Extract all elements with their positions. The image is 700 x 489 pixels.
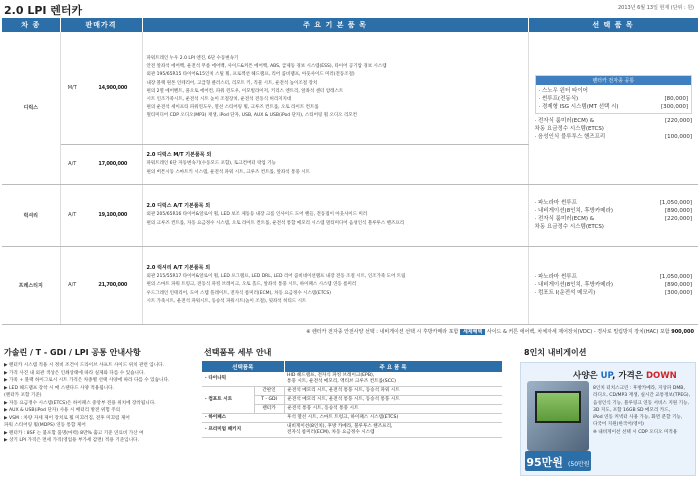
guide-list (4, 362, 194, 445)
option-price: [220,000] (664, 117, 692, 124)
navi-headline (573, 369, 677, 381)
option-label: 차동 요금정수 시스템(ETCS) (534, 224, 604, 230)
option-price: [100,000] (664, 133, 692, 140)
option-label: · 음성인식 블루투스 핸즈프리 (534, 133, 606, 140)
package-items (284, 372, 502, 387)
option-price: [220,000] (664, 216, 692, 222)
header-features: 주 요 기 본 품 목 (142, 18, 528, 32)
header-trim: 차 종 (2, 18, 60, 32)
navi-feature: 3D 지도, 포함 16GB SD 메모리 카드, (593, 407, 671, 413)
package-option: · 프리미엄 패키지 (202, 423, 284, 438)
features-list (142, 144, 528, 184)
options-list (528, 246, 698, 324)
option-label: · 파노라마 썬루프 (534, 274, 577, 280)
feature-line: 편의 2열 에어벤트, 풀오토 에어컨, 파워 윈도우, 이모빌라이저, 키리스 엔트리, 앞좌석 센터 암레스트 (146, 88, 344, 94)
price: 17,000,000 (84, 144, 142, 184)
features-list (142, 32, 528, 144)
option-label: · 내비게이션(8인치, 후방카메라) (534, 282, 614, 288)
features-heading: 2.0 디럭스 A/T 기본품목 외 (146, 203, 211, 210)
package-items (284, 414, 502, 423)
package-table (202, 361, 503, 438)
features-list (142, 246, 528, 324)
option-row (535, 215, 693, 223)
package-option: · 다이나믹 (202, 372, 284, 387)
guide-line: 파워 스티어링 휠(MDPS) 연동 통합 제어 (4, 423, 86, 428)
features-heading: 2.0 디럭스 M/T 기본품목 외 (146, 152, 212, 159)
option-label: 차동 요금정수 시스템(ETCS) (534, 125, 604, 132)
option-price: [890,000] (664, 282, 692, 288)
navi-title: 8인치 내비게이션 (524, 348, 587, 357)
navi-price-discount: (50만원↓) (554, 461, 590, 487)
package-header-option: 선택품목 (202, 361, 284, 372)
options-list (528, 32, 698, 184)
package-item-line: 전자식 룸미러(ECM), 차동 요금정수 시스템 (287, 430, 375, 435)
option-row (539, 87, 689, 95)
option-row (539, 103, 689, 111)
navi-headline-up: UP (600, 371, 613, 381)
trim-name: 럭셔리 (2, 184, 60, 246)
guide-line: ▶ 가격 사진 내 외관 색상은 인쇄상태에 따라 실제와 다를 수 있습니다. (4, 370, 145, 376)
transmission: A/T (60, 144, 84, 184)
option-row (535, 207, 693, 215)
package-items (284, 405, 502, 414)
feature-line: 편의 운전석 세이프티 파워윈도우, 열선 스티어링 휠, 크루즈 컨트롤, 오토 라이트 컨트롤 (146, 105, 319, 111)
option-row (539, 95, 689, 103)
option-label: · 경제형 ISG 시스템(MT 선택 시) (538, 103, 619, 110)
guide-line: ▶ 가죽 + 블랙 하이그로시 시트 가격은 차종별 선택 사양에 따라 다를 수 있습니다. (4, 378, 170, 383)
options-common-box (535, 75, 693, 114)
option-row (535, 289, 693, 297)
package-trim: 렌터카 (254, 405, 284, 414)
navi-feature: ※ 내비게이션 선택 시 CDP 오디오 미적용 (593, 429, 678, 435)
feature-line: 파워트레인 누우 2.0 LPI 엔진, 6단 수동변속기 (146, 55, 239, 61)
transmission: A/T (60, 184, 84, 246)
table-row (2, 32, 698, 144)
guide-line: ▶ 렌터카 : 8SF 는 불포함 품명(마력) 8만% 출고 기준 연료비 가산 여 (4, 430, 144, 436)
trim-name: 프레스티지 (2, 246, 60, 324)
feature-line: 멀티미디어 CDP 오디오(MP3) 재생, iPod 단자, USB, AUX & USB(iPod 단자), 스티어링 휠 오디오 리모컨 (146, 113, 357, 119)
guide-line: ▶ VSM : 차량 자세 제어 장치로 휠 미끄러짐, 전후 미끄럼 제어 (4, 415, 130, 421)
navi-headline-down: DOWN (645, 371, 677, 381)
navi-promo-box (520, 362, 696, 487)
header-price: 판매가격 (60, 18, 142, 32)
package-row (202, 423, 502, 438)
feature-line: 시트 인조가죽시트, 운전석 시트 높이 조절장치, 운전석 전동식 허리지지대 (146, 96, 292, 102)
option-label: · 내비게이션(8인치, 후방카메라) (534, 208, 614, 214)
feature-line: 우드그레인 인테리어, 도어 스텝 플레이트, 전자식 룸미러(ECM), 차동 요금정수 시스템(ETCS) (146, 290, 331, 296)
package-items (284, 396, 502, 405)
options-list (528, 184, 698, 246)
feature-line: 파워트레인 6단 자동변속기(수동모드 포함), 토크컨버터 락업 기능 (146, 161, 276, 167)
feature-line: 편의 크루즈 컨트롤, 자동 요금정수 시스템, 오토 라이트 컨트롤, 운전석 통합 메모리 시스템 멀티미디어 음성인식 블루투스 핸즈프리 (146, 220, 405, 226)
guide-line: ▶ LED 헤드램프 장착 시 매 스탠다드 사양 적용됩니다. (4, 385, 114, 391)
package-item-line: 후석 열선 시트, 스마트 트렁크, 하이패스 시스템(ETCS) (287, 415, 399, 420)
navi-feature: 음성인식 기능, 블루링크 연동 서비스 지원 기능, (593, 400, 689, 406)
option-row (535, 223, 693, 231)
package-item-line: HID 헤드램프, 전자식 파킹 브레이크(EPB), (287, 373, 375, 378)
package-item-line: 내비게이션(8인치), 후방 카메라, 블루투스 핸즈프리, (287, 424, 393, 429)
footnote-price: 900,000 (671, 329, 694, 335)
option-label: · 전자식 룸미러(ECM) & (534, 117, 595, 124)
option-price: [300,000] (664, 290, 692, 296)
guide-line: ▶ 자동 요금정수 시스템(ETCS)은 하이패스 중앙부 전용 위치에 장착됩니다. (4, 400, 156, 406)
guide-line: ▶ 렌터카 시스템 적용 시 정비 조건이 드라이브 샤프트 사이드 위치 관련 입니다. (4, 363, 165, 368)
option-label: · 썬루프(전동식) (538, 95, 579, 102)
navi-price: 95만원 (526, 456, 563, 469)
package-item-line: 운전석 메모리 시트, 운전석 통풍 시트, 동승석 파워 시트 (287, 388, 400, 393)
table-header-row (2, 18, 698, 32)
footnote-badge: 세제혜택 (460, 329, 485, 335)
navi-feature-list (593, 385, 693, 436)
option-row (535, 281, 693, 289)
option-price: [1,050,000] (659, 200, 692, 206)
option-price: [1,050,000] (659, 274, 692, 280)
guide-line: ▶ 상기 LPI 가격은 면세 가격(영업용 부가세 감면) 적용 기준입니다. (4, 438, 139, 443)
navi-feature: 8인치 터치스크린 : 후방카메라, 지상파 DMB, (593, 386, 685, 391)
package-trim: 간판인 (254, 387, 284, 396)
option-row (535, 133, 693, 141)
feature-line: 외관 215/55R17 타이어&알로이 휠, LED 포그램프, LED DRL, LED 리어 콤비네이션램프 내장 전동 조절 시트, 인조가죽 도어 트림 (146, 274, 406, 280)
navi-headline-text: , 가격은 (612, 371, 646, 381)
option-label: · 스노우 윈터 타이어 (538, 87, 588, 94)
package-title: 선택품목 세부 안내 (204, 348, 272, 357)
option-price: [80,000] (664, 95, 688, 102)
package-items (284, 423, 502, 438)
package-item-line: 운전석 메모리 시트, 운전석 통풍 시트, 동승석 통풍 시트 (287, 397, 400, 402)
package-items (284, 387, 502, 396)
feature-line: 편의 스마트 파워 트렁크, 전동식 파킹 브레이크, 오토 홀드, 앞좌석 통풍 시트, 하이패스 시스템 연동 룸미러 (146, 282, 357, 288)
guide-title: 가솔린 / T - GDI / LPI 공통 안내사항 (4, 348, 141, 357)
guide-line: (렌터카 포함 기준) (4, 393, 42, 398)
feature-line: 시트 가죽시트, 운전석 파워시트, 동승석 파워시트(높이 조절), 뒷좌석 히티드 시트 (146, 298, 307, 304)
price: 19,100,000 (84, 184, 142, 246)
price: 14,900,000 (84, 32, 142, 144)
option-price: [890,000] (664, 208, 692, 214)
price-table (2, 18, 699, 325)
feature-line: 안전 앞좌석 에어백, 운전석 무릎 에어백, 사이드&커튼 에어백, ABS, 급제동 경보 시스템(ESS), 타이어 공기압 경보 시스템 (146, 64, 387, 70)
option-label: · 컴포트 I(운전석 메모리) (534, 290, 596, 296)
feature-line: 내장 블랙 원톤 인테리어, 고급형 클러스터, 리모트 키, 직물 시트, 운전석 높이조절 장치 (146, 80, 318, 86)
table-row (2, 246, 698, 324)
navi-headline-text: 사양은 (573, 371, 601, 381)
feature-line: 외관 195/65R15 타이어&15인치 스틸 휠, 프로젝션 헤드램프, 리어 콤비램프, 아웃사이드 미러(전동조절) (146, 72, 355, 78)
package-header-row (202, 361, 502, 372)
option-row (535, 273, 693, 281)
option-label: · 전자식 룸미러(ECM) & (534, 216, 595, 222)
package-option: · 하이패스 (202, 414, 284, 423)
price: 21,700,000 (84, 246, 142, 324)
package-header-items: 주 요 품 목 (284, 361, 502, 372)
package-row (202, 414, 502, 423)
navi-price-badge (525, 451, 591, 487)
package-row (202, 387, 502, 396)
navi-feature: iPod 연동 커넥터 사용 가능, 화면 분할 기능, (593, 415, 683, 421)
package-row (202, 372, 502, 387)
options-box-title: 렌터카 전자종 공통 (536, 76, 692, 85)
features-list (142, 184, 528, 246)
footnote (306, 328, 694, 335)
option-row (535, 199, 693, 207)
header-options: 선 택 품 목 (528, 18, 698, 32)
option-price: [300,000] (660, 103, 688, 110)
transmission: M/T (60, 32, 84, 144)
footnote-right: 사이드 & 커튼 에어백, 차체자세 제어장치(VDC) - 경사로 밀림방지 장치(HAC) 포함 (486, 329, 670, 335)
feature-line: 외관 205/65R16 타이어&알로이 휠, LED 보조 제동등 내장 크롬 인사이드 도어 핸들, 전동접이 아웃사이드 미러 (146, 212, 368, 218)
option-row (535, 117, 693, 125)
page-note: 2013년 6월 13일 현재 (단위 : 원) (617, 5, 694, 11)
package-item-line: 통풍 시트, 운전석 메모리, 액티브 크루즈 컨트롤(SCC) (287, 379, 396, 384)
table-row (2, 184, 698, 246)
feature-line: 편의 버튼시동 스마트키 시스템, 운전석 파워 시트, 크루즈 컨트롤, 앞좌석 통풍 시트 (146, 169, 310, 175)
option-label: · 파노라마 썬루프 (534, 200, 577, 206)
footnote-left: ※ 렌터카 전자종 안전사양 선택 : 내비게이션 선택 시 후방카메라 포함 (306, 329, 459, 335)
features-heading: 2.0 럭셔리 A/T 기본품목 외 (146, 264, 211, 271)
transmission: A/T (60, 246, 84, 324)
navi-feature: 다국어 지원(한국어/영어) (593, 422, 644, 428)
option-row (535, 125, 693, 133)
trim-name: 디럭스 (2, 32, 60, 184)
navi-feature: 라디오, CD/MP3 재생, 실시간 교통정보(TPEG), (593, 393, 691, 399)
package-trim: T - GDI (254, 396, 284, 405)
navigation-screen-icon (535, 391, 581, 423)
package-item-line: 운전석 통풍 시트, 동승석 통풍 시트 (287, 406, 359, 411)
guide-line: ▶ AUX & USB(iPod 단자) 사용 시 배터리 방전 위험 주의 (4, 408, 121, 413)
page-title: 2.0 LPI 렌터카 (4, 4, 83, 17)
navigation-device-image (527, 381, 589, 451)
package-option: · 컴포트 시트 (202, 387, 254, 414)
